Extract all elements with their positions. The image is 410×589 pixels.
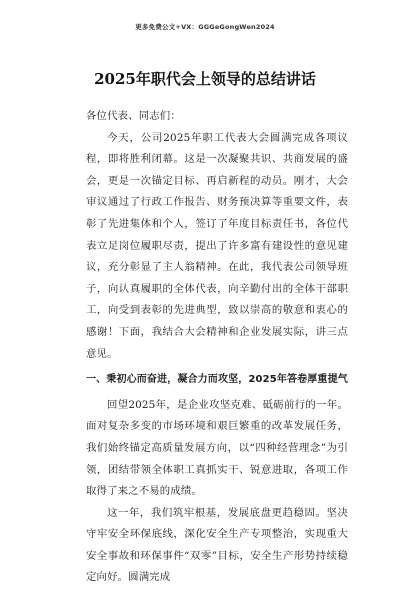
watermark-text: 更多免费公文+VX：GGGeGongWen2024 <box>135 23 275 31</box>
document-body <box>86 106 348 589</box>
section-heading-1: 一、秉初心而奋进，凝合力而攻坚，2025年答卷厚重提气 <box>86 374 348 386</box>
document-title: 2025年职代会上领导的总结讲话 <box>94 70 316 88</box>
section-1-paragraph-2: 这一年，我们筑牢根基，发展底盘更趋稳固。坚决守牢安全环保底线，深化安全生产专项整治，实现重大安全事故和环保事件“双零”目标，安全生产形势持续稳定向好。圆满完成 <box>86 506 348 584</box>
section-1-paragraph-1: 回望2025年，是企业攻坚克难、砥砺前行的一年。面对复杂多变的市场环境和艰巨繁重的改革发展任务，我们始终锚定高质量发展方向，以“四种经营理念”为引领，团结带领全体职工真抓实干、锐意进取，各项工作取得了来之不易的成绩。 <box>86 398 348 498</box>
opening-paragraph: 今天，公司2025年职工代表大会圆满完成各项议程，即将胜利闭幕。这是一次凝聚共识、共商发展的盛会，更是一次锚定目标、再启新程的动员。刚才，大会审议通过了行政工作报告、财务预决算等重要文件，表彰了先进集体和个人，签订了年度目标责任书，各位代表立足岗位履职尽责，提出了许多富有建设性的意见建议，充分彰显了主人翁精神。在此，我代表公司领导班子，向认真履职的全体代表，向辛勤付出的全体干部职工，向受到表彰的先进典型，致以崇高的敬意和衷心的感谢！下面，我结合大会精神和企业发展实际，讲三点意见。 <box>86 131 348 360</box>
salutation: 各位代表、同志们： <box>86 110 181 122</box>
